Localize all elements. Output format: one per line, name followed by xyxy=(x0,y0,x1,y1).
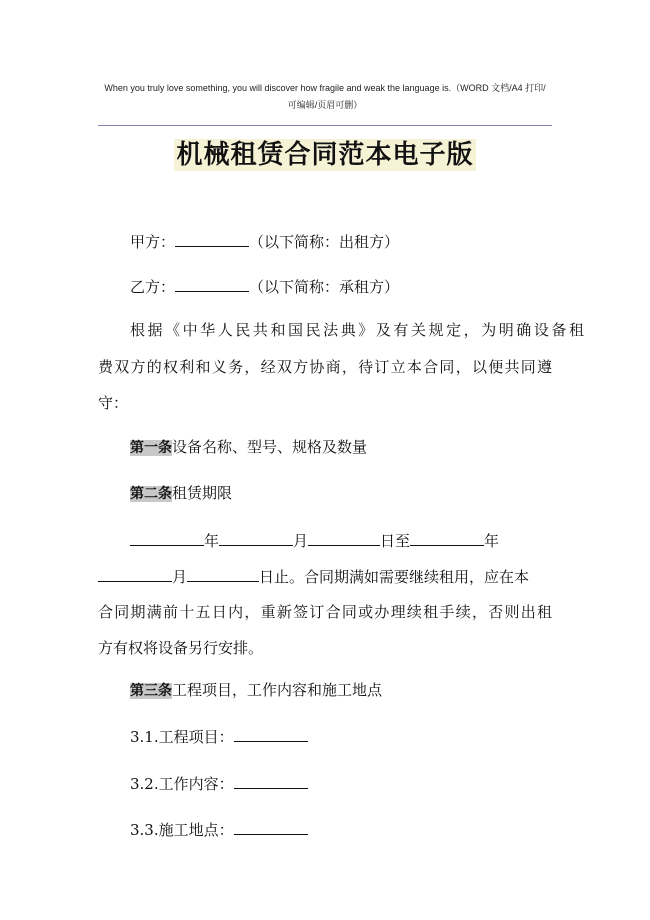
item-3-1 xyxy=(98,726,584,747)
end-month-label: 月 xyxy=(172,568,188,586)
party-a-note: （以下简称：出租方） xyxy=(249,233,400,251)
item-3-1-label: 3.1.工程项目： xyxy=(130,728,234,746)
header-line-1: When you truly love something, you will discover how fragile and weak the language is.（WORD 文档/A4 打印/ xyxy=(104,83,546,93)
end-month-blank[interactable] xyxy=(98,566,172,582)
article-1 xyxy=(98,437,584,458)
party-b-blank[interactable] xyxy=(175,276,249,292)
item-3-3 xyxy=(98,819,584,840)
lease-start-line xyxy=(98,530,584,551)
preamble-line-1: 根据《中华人民共和国民法典》及有关规定，为明确设备租 xyxy=(130,321,584,339)
page-header xyxy=(98,80,552,114)
day-end-label: 日止。 xyxy=(259,568,305,586)
preamble-line-3: 守： xyxy=(98,394,129,412)
article-3-number: 第三条 xyxy=(130,683,172,699)
end-year-blank[interactable] xyxy=(410,530,484,546)
preamble-line-2: 费双方的权利和义务，经双方协商，待订立本合同，以便共同遵 xyxy=(98,358,552,376)
start-month-blank[interactable] xyxy=(219,530,293,546)
site-blank[interactable] xyxy=(234,819,308,835)
party-a-blank[interactable] xyxy=(175,231,249,247)
item-3-2-label: 3.2.工作内容： xyxy=(130,775,234,793)
project-blank[interactable] xyxy=(234,726,308,742)
article-2-line-4: 方有权将设备另行安排。 xyxy=(98,639,264,657)
renewal-text: 合同期满如需要继续租用，应在本 xyxy=(304,568,530,586)
start-day-blank[interactable] xyxy=(308,530,380,546)
article-2-text: 租赁期限 xyxy=(172,484,233,502)
article-3-text: 工程项目，工作内容和施工地点 xyxy=(172,681,383,699)
party-b-line xyxy=(98,276,584,297)
start-year-label: 年 xyxy=(204,532,220,550)
start-year-blank[interactable] xyxy=(130,530,204,546)
title-text: 机械租赁合同范本电子版 xyxy=(176,140,474,170)
day-to-label: 日至 xyxy=(380,532,411,550)
party-a-label: 甲方： xyxy=(130,233,176,251)
work-content-blank[interactable] xyxy=(234,773,308,789)
article-2-number: 第二条 xyxy=(130,486,172,502)
party-b-label: 乙方： xyxy=(130,278,176,296)
document-title xyxy=(0,138,650,172)
start-month-label: 月 xyxy=(293,532,309,550)
article-3 xyxy=(98,680,584,701)
party-b-note: （以下简称：承租方） xyxy=(249,278,400,296)
article-2-line-3: 合同期满前十五日内，重新签订合同或办理续租手续，否则出租 xyxy=(98,603,552,621)
article-1-text: 设备名称、型号、规格及数量 xyxy=(172,438,368,456)
header-line-2: 可编辑/页眉可删） xyxy=(287,100,363,110)
header-divider xyxy=(98,125,552,126)
end-day-blank[interactable] xyxy=(187,566,259,582)
article-2 xyxy=(98,483,584,504)
item-3-2 xyxy=(98,773,584,794)
party-a-line xyxy=(98,231,584,252)
article-1-number: 第一条 xyxy=(130,440,172,456)
item-3-3-label: 3.3.施工地点： xyxy=(130,821,234,839)
end-year-label: 年 xyxy=(484,532,500,550)
lease-end-line xyxy=(98,566,552,587)
